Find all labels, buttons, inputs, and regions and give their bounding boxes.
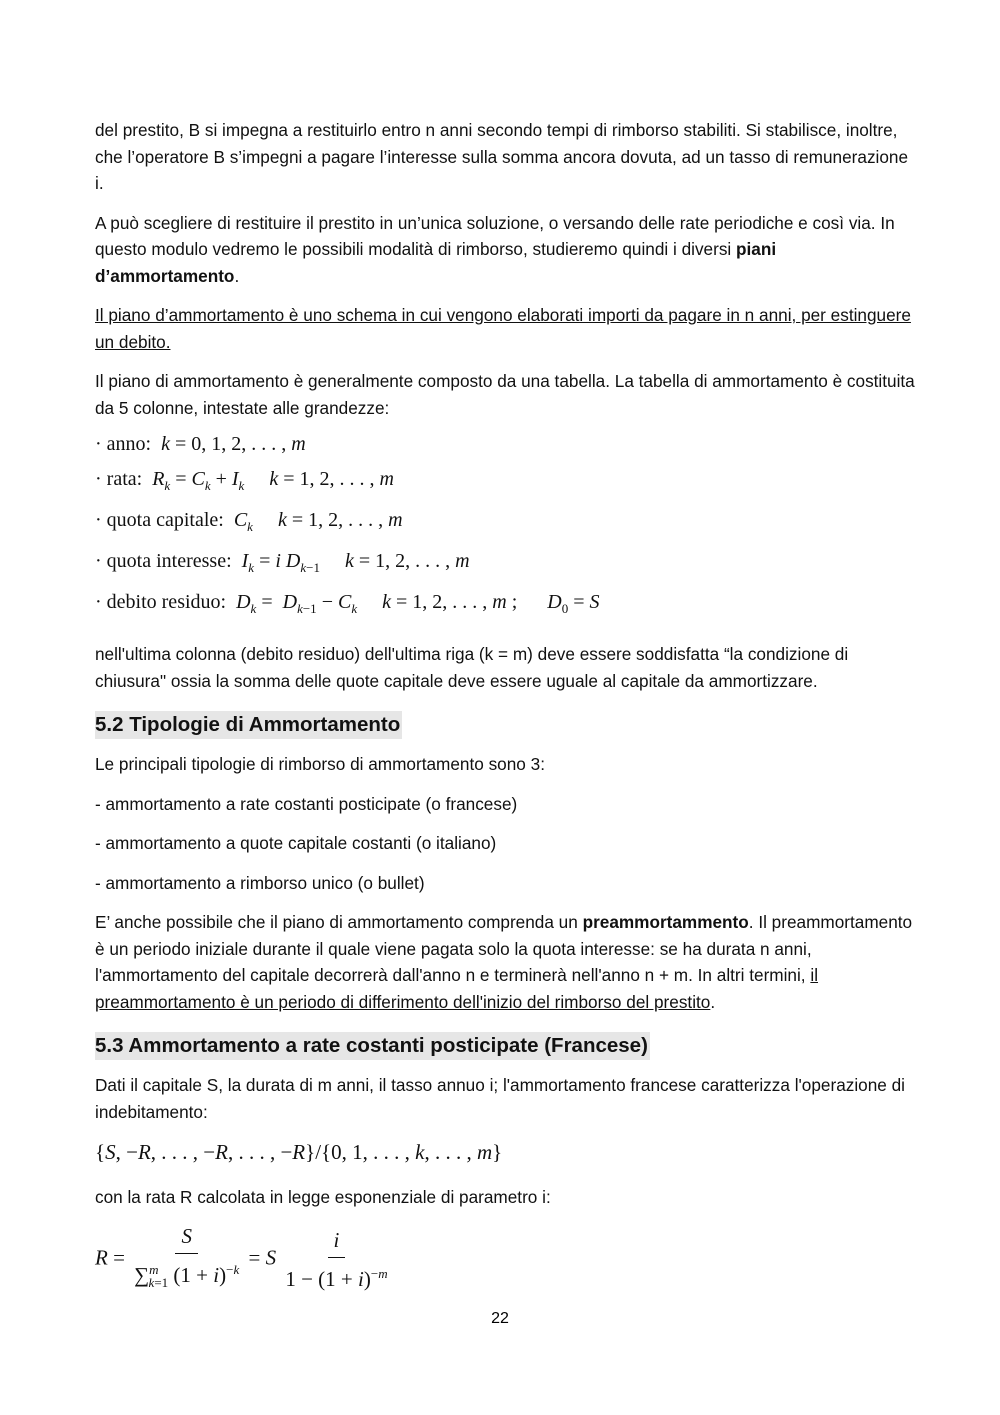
piani-ammortamento-bold: piani d’ammortamento — [95, 239, 777, 286]
fraction-sum: $\frac{S}{\sum^m_{k=1} (1 + i)^{-k}}$ — [134, 1224, 240, 1290]
math-quota-capitale: · quota capitale: $C_k$ k = 1, 2, . . . , m — [95, 509, 403, 534]
document-page — [95, 117, 915, 1314]
formula-operazione: {S, −R, . . . , −R, . . . , −R}/{0, 1, . . . , k, . . . , m} — [95, 1140, 503, 1164]
paragraph-tabella: Il piano di ammortamento è generalmente composto da una tabella. La tabella di ammortamento è costituita da 5 colonne, intestate alle grandezze: — [95, 371, 915, 418]
section-heading-5-2: 5.2 Tipologie di Ammortamento — [95, 711, 402, 739]
label-anno: · anno: — [95, 433, 152, 455]
paragraph-rimborso-text: A può scegliere di restituire il prestito in un’unica soluzione, o versando delle rate periodiche e così via. In questo modulo vedremo le possibili modalità di rimborso, studieremo quindi i diversi — [95, 212, 895, 259]
preammortamento-text-b: . Il preammortamento è un periodo iniziale durante il quale viene pagata solo la quota interesse: se ha durata n anni, l'ammortamento del capitale decorrerà dall'anno n e terminerà nell'anno n + m. In altri termini, — [95, 912, 913, 985]
definition-underlined: Il piano d’ammortamento è uno schema in cui vengono elaborati importi da pagare in n anni, per estinguere un debito. — [95, 305, 911, 352]
fraction-rate: $\frac{i}{1 - (1 + i)^{-m}}$ — [285, 1228, 388, 1291]
paragraph-chiusura: nell'ultima colonna (debito residuo) dell'ultima riga (k = m) deve essere soddisfatta “la condizione di chiusura" ossia la somma delle quote capitale deve essere uguale al capitale da ammortizzare. — [95, 644, 849, 691]
paragraph-prestito: del prestito, B si impegna a restituirlo entro n anni secondo tempi di rimborso stabiliti. Si stabilisce, inoltre, che l’operatore B s’impegni a pagare l’interesse sulla somma ancora dovuta, ad un tasso di remunerazione i. — [95, 120, 909, 193]
paragraph-preammortamento — [95, 909, 915, 1015]
preammortamento-bold: preammortammento — [582, 912, 749, 932]
label-rata: · rata: — [95, 468, 143, 490]
paragraph-rata: con la rata R calcolata in legge esponenziale di parametro i: — [95, 1186, 551, 1207]
paragraph-rimborso — [95, 210, 915, 290]
math-anno: · anno: k = 0, 1, 2, . . . , m — [95, 433, 306, 455]
paragraph-tipologie: Le principali tipologie di rimborso di ammortamento sono 3: — [95, 754, 545, 774]
list-item-bullet: - ammortamento a rimborso unico (o bullet) — [95, 872, 425, 893]
list-item-francese: - ammortamento a rate costanti posticipate (o francese) — [95, 793, 518, 814]
math-debito-residuo: · debito residuo: $D_k = D_{k-1} - C_k$ k = 1, 2, . . . , m ; $D_0 = S$ — [95, 591, 600, 616]
paragraph-francese: Dati il capitale S, la durata di m anni, il tasso annuo i; l'ammortamento francese caratterizza l'operazione di indebitamento: — [95, 1075, 906, 1122]
preammortamento-end: . — [710, 991, 716, 1012]
label-quota-interesse: · quota interesse: — [95, 550, 232, 572]
preammortamento-underlined: il preammortamento è un periodo di differimento dell'inizio del rimborso del prestito — [95, 965, 819, 1012]
math-rata: · rata: $R_k = C_k + I_k$ k = 1, 2, . . . , m — [95, 468, 394, 493]
label-debito-residuo: · debito residuo: — [95, 591, 227, 613]
formula-rata: R = $\frac{S}{\sum^m_{k=1} (1 + i)^{-k}}$ = S $\frac{i}{1 - (1 + i)^{-m}}$ — [95, 1223, 915, 1296]
math-quota-interesse: · quota interesse: $I_k = i$ $D_{k-1}$ k = 1, 2, . . . , m — [95, 550, 470, 575]
paragraph-rimborso-end: . — [234, 265, 240, 286]
preammortamento-text-a: E’ anche possibile che il piano di ammortamento comprenda un — [95, 912, 583, 932]
quantities-list — [95, 427, 915, 626]
label-quota-capitale: · quota capitale: — [95, 509, 224, 531]
list-item-italiano: - ammortamento a quote capitale costanti (o italiano) — [95, 833, 497, 853]
page-number: 22 — [491, 1310, 509, 1327]
section-heading-5-3: 5.3 Ammortamento a rate costanti posticipate (Francese) — [95, 1032, 650, 1060]
